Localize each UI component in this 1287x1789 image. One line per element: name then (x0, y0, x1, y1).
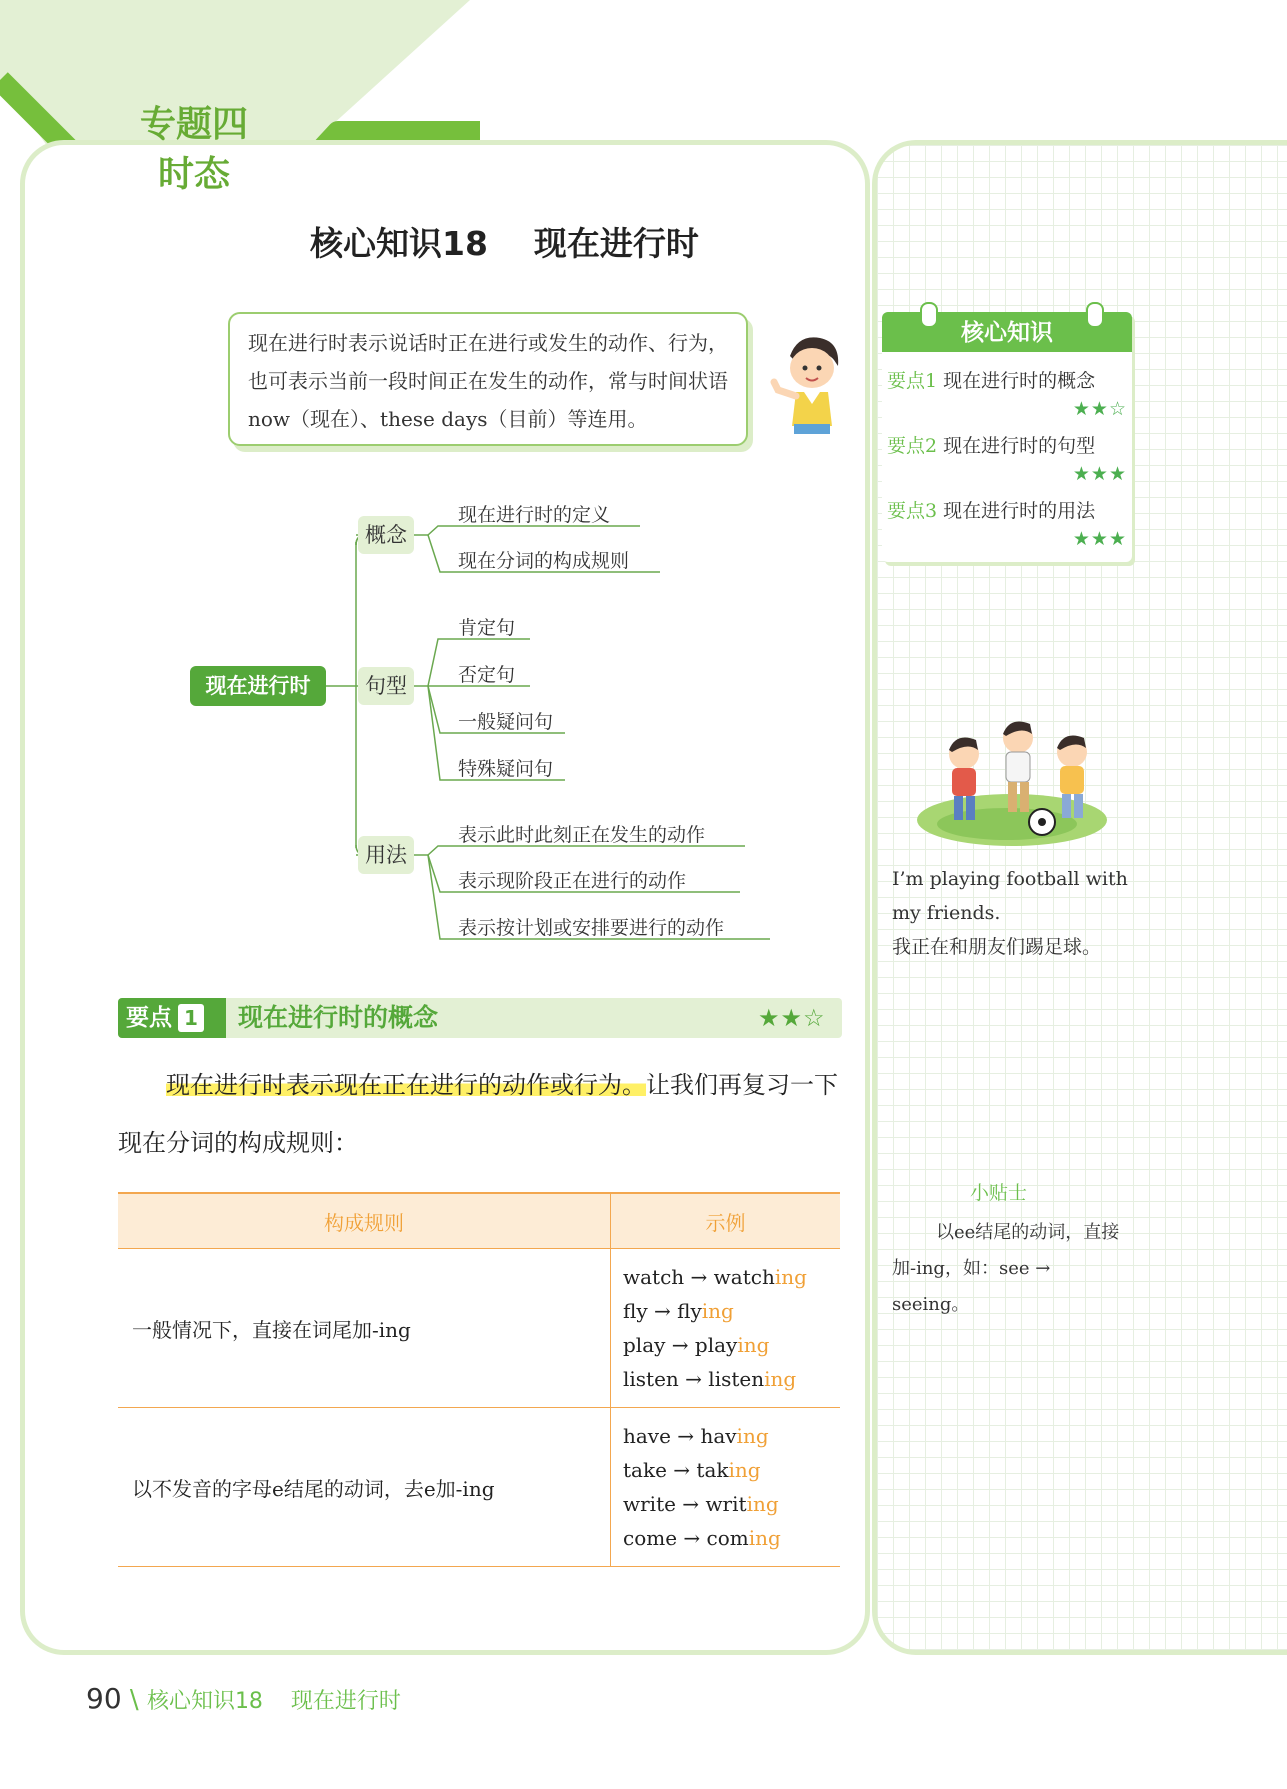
example-suffix: ing (737, 1333, 770, 1357)
example-base: come (623, 1526, 678, 1550)
tip-body: 以ee结尾的动词，直接加-ing，如：see → seeing。 (892, 1222, 1120, 1315)
example-base: watch (623, 1265, 685, 1289)
mindmap-leaf: 表示按计划或安排要进行的动作 (458, 917, 725, 939)
example-base: listen (623, 1367, 679, 1391)
section-paragraph (118, 1056, 848, 1172)
page-number: 90 (86, 1682, 122, 1715)
example-base: fly (623, 1299, 648, 1323)
example-stem: writ (705, 1492, 747, 1516)
example-base: play (623, 1333, 666, 1357)
core-item-key: 要点1 (887, 370, 938, 392)
page-footer (86, 1682, 401, 1715)
example-suffix: ing (728, 1458, 761, 1482)
example-stem: watch (713, 1265, 775, 1289)
mindmap-leaf: 现在进行时的定义 (458, 504, 611, 526)
core-item-text: 现在进行时的句型 (943, 435, 1096, 457)
footer-text: 核心知识18 现在进行时 (146, 1689, 401, 1714)
example-line: come → coming (623, 1526, 781, 1550)
footer-divider: \ (121, 1685, 147, 1715)
table-header-row (118, 1193, 840, 1249)
core-item-key: 要点3 (887, 500, 938, 522)
kids-football-illustration (912, 712, 1122, 852)
caption-chinese: 我正在和朋友们踢足球。 (892, 936, 1102, 958)
example-base: write (623, 1492, 676, 1516)
example-stem: listen (708, 1367, 765, 1391)
illustration-caption (892, 862, 1132, 964)
section-bar (118, 998, 842, 1038)
section-tag (118, 998, 226, 1038)
section-tag-label: 要点 (126, 1005, 172, 1031)
topic-line1: 专题四 (139, 104, 248, 145)
mindmap-lines (0, 0, 800, 960)
example-line: take → taking (623, 1458, 761, 1482)
core-knowledge-title: 核心知识 (882, 312, 1132, 352)
example-suffix: ing (748, 1526, 781, 1550)
core-item-text: 现在进行时的概念 (943, 370, 1096, 392)
rule-cell: 以不发音的字母e结尾的动词，去e加-ing (118, 1408, 611, 1567)
intro-bubble: 现在进行时表示说话时正在进行或发生的动作、行为，也可表示当前一段时间正在发生的动作，常与时间状语now（现在）、these days（目前）等连用。 (228, 312, 748, 446)
mindmap-leaf: 肯定句 (458, 617, 516, 639)
section-number: 1 (178, 1004, 204, 1032)
table-row (118, 1408, 840, 1567)
example-line: write → writing (623, 1492, 779, 1516)
mindmap-leaf: 一般疑问句 (458, 711, 554, 733)
section-stars: ★★☆ (758, 1004, 826, 1032)
mindmap-root: 现在进行时 (190, 666, 326, 706)
mindmap-leaf: 现在分词的构成规则 (458, 550, 630, 572)
example-line: fly → flying (623, 1299, 734, 1323)
example-suffix: ing (701, 1299, 734, 1323)
rule-cell: 一般情况下，直接在词尾加-ing (118, 1249, 611, 1408)
example-line: have → having (623, 1424, 769, 1448)
core-item-3[interactable] (887, 496, 1095, 523)
mindmap-node-usage: 用法 (358, 836, 414, 874)
table-row (118, 1249, 840, 1408)
example-cell (611, 1249, 841, 1408)
example-line: play → playing (623, 1333, 770, 1357)
mindmap-leaf: 特殊疑问句 (458, 758, 554, 780)
example-line: watch → watching (623, 1265, 807, 1289)
section-title: 现在进行时的概念 (238, 1003, 439, 1032)
example-stem: com (706, 1526, 749, 1550)
table-header-rule: 构成规则 (118, 1193, 611, 1249)
rating-stars: ★★☆ (1072, 398, 1127, 420)
mindmap-leaf: 否定句 (458, 664, 516, 686)
mindmap-node-pattern: 句型 (358, 667, 414, 705)
example-line: listen → listening (623, 1367, 797, 1391)
example-stem: hav (700, 1424, 737, 1448)
example-base: take (623, 1458, 667, 1482)
example-suffix: ing (736, 1424, 769, 1448)
topic-line2: 时态 (157, 154, 230, 195)
ring-icon (920, 302, 938, 328)
tip-title: 小贴士 (970, 1182, 1028, 1204)
rules-table (118, 1192, 840, 1567)
core-item-text: 现在进行时的用法 (943, 500, 1096, 522)
example-cell (611, 1408, 841, 1567)
mindmap-leaf: 表示现阶段正在进行的动作 (458, 870, 687, 892)
example-base: have (623, 1424, 671, 1448)
rating-stars: ★★★ (1072, 528, 1127, 550)
example-stem: tak (696, 1458, 729, 1482)
example-stem: fly (677, 1299, 702, 1323)
rating-stars: ★★★ (1072, 463, 1127, 485)
core-item-2[interactable] (887, 431, 1095, 458)
core-item-1[interactable] (887, 366, 1095, 393)
page-title: 核心知识18 现在进行时 (310, 224, 699, 263)
mindmap-leaf: 表示此时此刻正在发生的动作 (458, 824, 706, 846)
caption-english: I’m playing football with my friends. (892, 868, 1128, 924)
example-suffix: ing (774, 1265, 807, 1289)
table-header-example: 示例 (611, 1193, 841, 1249)
highlighted-sentence: 现在进行时表示现在正在进行的动作或行为。 (166, 1071, 646, 1099)
mindmap-node-concept: 概念 (358, 516, 414, 554)
example-stem: play (694, 1333, 738, 1357)
paragraph-rest: 让我们再复习一下现在分词的构成规则： (118, 1071, 838, 1157)
ring-icon (1086, 302, 1104, 328)
example-suffix: ing (746, 1492, 779, 1516)
core-item-key: 要点2 (887, 435, 938, 457)
example-suffix: ing (764, 1367, 797, 1391)
